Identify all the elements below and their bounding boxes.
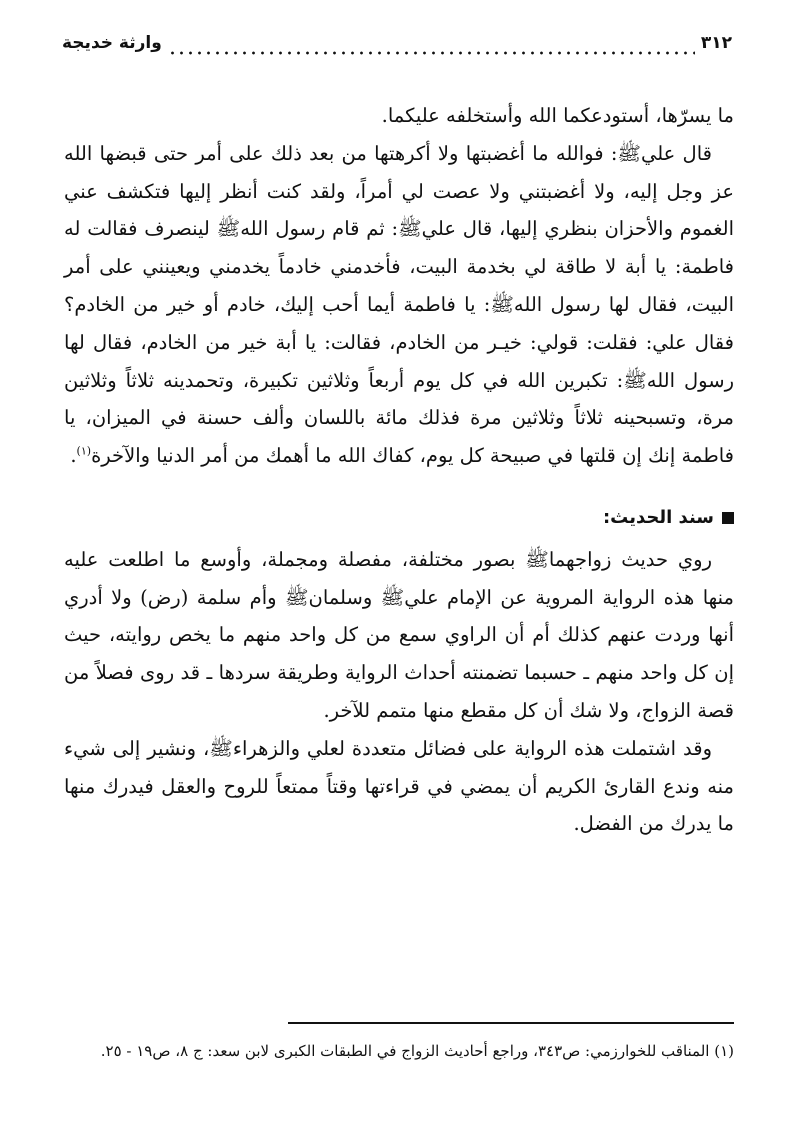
paragraph: روي حديث زواجهماﷺ بصور مختلفة، مفصلة ومجملة، وأوسع ما اطلعت عليه منها هذه الرواية المروية عن الإمام عليﷺ وسلمانﷺ وأم سلمة (رض) ولا أدري أنها وردت عنهم كذلك أم أن الراوي سمع من كل واحد منهم ما يخص روايته، حيث إن كل واحد منهم ـ حسبما تضمنته أحداث الرواية وطريقة سردها ـ قد روى فصلاً من قصة الزواج، ولا شك أن كل مقطع منها متمم للآخر. bbox=[64, 547, 734, 722]
section-heading bbox=[64, 499, 734, 537]
page-number: ٣١٢ bbox=[700, 33, 732, 53]
paragraph: ما يسرّها، أستودعكما الله وأستخلفه عليكما. bbox=[381, 104, 734, 127]
footnote-divider bbox=[288, 1022, 734, 1024]
paragraph: وقد اشتملت هذه الرواية على فضائل متعددة لعلي والزهراءﷺ، ونشير إلى شيء منه وندع القارئ الكريم أن يمضي في قراءتها وقتاً ممتعاً للروح والعقل فيدرك منها ما يدرك من الفضل. bbox=[64, 736, 734, 836]
section-heading-text: سند الحديث: bbox=[602, 506, 714, 528]
running-header bbox=[62, 30, 732, 56]
chapter-title: وارثة خديجة bbox=[62, 33, 162, 53]
paragraph-text: قال عليﷺ: فوالله ما أغضبتها ولا أكرهتها من بعد ذلك على أمر حتى قبضها الله عز وجل إليه، ولا أغضبتني ولا عصت لي أمراً، ولقد كنت أنظر إليها فتكشف عني الغموم والأحزان بنظري إليها، قال عليﷺ: ثم قام رسول اللهﷺ لينصرف فقالت له فاطمة: يا أبة لا طاقة لي بخدمة البيت، فأخدمني خادماً يخدمني ويعينني على أمر البيت، فقال لها رسول اللهﷺ: يا فاطمة أيما أحب إليك، خادم أو خير من الخادم؟ فقال علي: فقلت: قولي: خيـر من الخادم، فقالت: يا أبة خير من الخادم، فقال لها رسول اللهﷺ: تكبرين الله في كل يوم أربعاً وثلاثين تكبيرة، وتحمدينه ثلاثاً وثلاثين مرة، وتسبحينه ثلاثاً وثلاثين مرة فذلك مائة باللسان وألف حسنة في الميزان، يا فاطمة إنك إن قلتها في صبيحة كل يوم، كفاك الله ما أهمك من أمر الدنيا والآخرة bbox=[64, 141, 734, 468]
dotted-leader bbox=[168, 42, 695, 56]
paragraph: قال عليﷺ: فوالله ما أغضبتها ولا أكرهتها من بعد ذلك على أمر حتى قبضها الله عز وجل إليه، ولا أغضبتني ولا عصت لي أمراً، ولقد كنت أنظر إليها فتكشف عني الغموم والأحزان بنظري إليها، قال عليﷺ: ثم قام رسول اللهﷺ لينصرف فقالت له فاطمة: يا أبة لا طاقة لي بخدمة البيت، فأخدمني خادماً يخدمني ويعينني على أمر البيت، فقال لها رسول اللهﷺ: يا فاطمة أيما أحب إليك، خادم أو خير من الخادم؟ فقال علي: فقلت: قولي: خيـر من الخادم، فقالت: يا أبة خير من الخادم، فقال لها رسول اللهﷺ: تكبرين الله في كل يوم أربعاً وثلاثين تكبيرة، وتحمدينه ثلاثاً وثلاثين مرة، وتسبحينه ثلاثاً وثلاثين مرة فذلك مائة باللسان وألف حسنة في الميزان، يا فاطمة إنك إن قلتها في صبيحة كل يوم، كفاك الله ما أهمك من أمر الدنيا والآخرة$^{(١)}$. bbox=[64, 141, 734, 468]
footnote-marker: (١) bbox=[76, 444, 92, 458]
main-text bbox=[64, 97, 734, 843]
footnote: (١) المناقب للخوارزمي: ص٣٤٣، وراجع أحاديث الزواج في الطبقات الكبرى لابن سعد: ج ٨، ص١٩ - ٢٥. bbox=[100, 1042, 734, 1060]
black-square-icon bbox=[722, 512, 734, 524]
